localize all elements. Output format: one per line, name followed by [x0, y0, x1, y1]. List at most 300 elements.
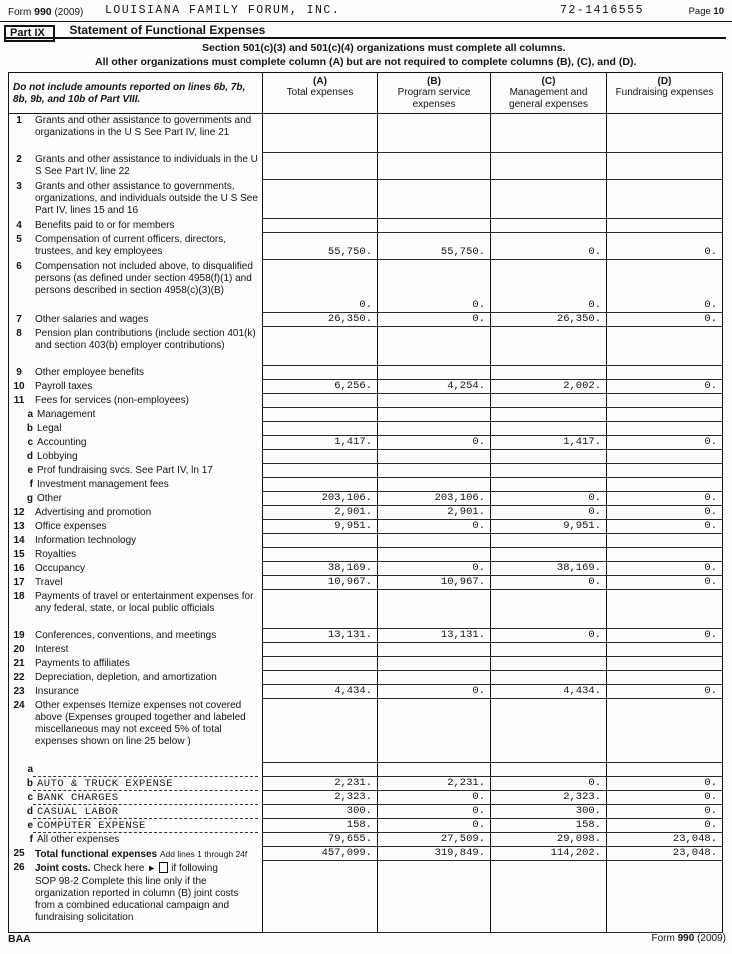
row-22-amount-C [491, 671, 607, 685]
col-letter-c: (C) [541, 76, 556, 87]
row-24d-description-cell [9, 805, 263, 819]
row-15-amount-A [263, 548, 378, 562]
row-5-amount-D: 0. [607, 233, 723, 260]
row-11a-amount-D [607, 408, 723, 422]
row-26-amount-D [607, 861, 723, 933]
expense-row-15 [9, 548, 723, 562]
col-label-a: Total expenses [286, 87, 354, 98]
row-3-number: 3 [16, 180, 22, 192]
row-14-number: 14 [13, 534, 25, 546]
expense-row-21 [9, 657, 723, 671]
row-24d-amount-C: 300. [491, 805, 607, 819]
row-11e-amount-C [491, 464, 607, 478]
row-24c-amount-C: 2,323. [491, 791, 607, 805]
header-divider [0, 21, 732, 22]
row-7-amount-C: 26,350. [491, 313, 607, 327]
row-20-amount-A [263, 643, 378, 657]
row-23-number: 23 [13, 685, 25, 697]
row-12-description-cell [9, 506, 263, 520]
row-11d-amount-D [607, 450, 723, 464]
row-1-amount-A [263, 114, 378, 153]
row-14-description-cell [9, 534, 263, 548]
row-22-amount-D [607, 671, 723, 685]
expense-row-24a [9, 763, 723, 777]
row-24c-amount-B: 0. [378, 791, 491, 805]
row-21-amount-B [378, 657, 491, 671]
row-13-label: Office expenses [35, 520, 107, 532]
if-following-text: if following [171, 862, 218, 874]
row-24e-label: COMPUTER EXPENSE [33, 820, 258, 833]
row-11-amount-A [263, 394, 378, 408]
row-11f-label: Investment management fees [37, 478, 169, 490]
row-2-amount-C [491, 153, 607, 180]
row-24e-amount-B: 0. [378, 819, 491, 833]
row-12-amount-C: 0. [491, 506, 607, 520]
organization-name: LOUISIANA FAMILY FORUM, INC. [105, 4, 341, 17]
page-header [8, 4, 726, 21]
row-4-amount-C [491, 219, 607, 233]
row-2-amount-D [607, 153, 723, 180]
corner-note: Do not include amounts reported on lines 6b, 7b, 8b, 9b, and 10b of Part VIII. [13, 82, 246, 105]
expense-row-24f [9, 833, 723, 847]
row-5-amount-C: 0. [491, 233, 607, 260]
row-11a-amount-C [491, 408, 607, 422]
page-number: Page 10 [688, 6, 724, 17]
row-1-amount-C [491, 114, 607, 153]
row-17-number: 17 [13, 576, 25, 588]
row-11c-amount-C: 1,417. [491, 436, 607, 450]
row-16-amount-A: 38,169. [263, 562, 378, 576]
part-title: Statement of Functional Expenses [69, 23, 266, 37]
row-4-label: Benefits paid to or for members [35, 219, 175, 231]
expense-row-17 [9, 576, 723, 590]
row-6-amount-A: 0. [263, 260, 378, 313]
row-15-amount-B [378, 548, 491, 562]
row-9-description-cell [9, 366, 263, 380]
row-25-amount-B: 319,849. [378, 847, 491, 861]
row-24a-amount-A [263, 763, 378, 777]
row-10-amount-B: 4,254. [378, 380, 491, 394]
row-2-amount-A [263, 153, 378, 180]
row-11d-description-cell [9, 450, 263, 464]
row-8-amount-C [491, 327, 607, 366]
row-17-amount-A: 10,967. [263, 576, 378, 590]
row-21-amount-C [491, 657, 607, 671]
row-11g-amount-B: 203,106. [378, 492, 491, 506]
row-7-description-cell [9, 313, 263, 327]
row-11f-amount-C [491, 478, 607, 492]
row-5-number: 5 [16, 233, 22, 245]
row-11g-description-cell [9, 492, 263, 506]
row-8-amount-B [378, 327, 491, 366]
row-5-amount-A: 55,750. [263, 233, 378, 260]
page-footer [8, 933, 726, 945]
row-18-amount-C [491, 590, 607, 629]
table-header-row [9, 73, 723, 114]
row-22-amount-A [263, 671, 378, 685]
row-23-label: Insurance [35, 685, 79, 697]
row-6-amount-D: 0. [607, 260, 723, 313]
row-19-number: 19 [13, 629, 25, 641]
row-24-amount-B [378, 699, 491, 763]
row-7-amount-D: 0. [607, 313, 723, 327]
row-19-amount-B: 13,131. [378, 629, 491, 643]
col-letter-b: (B) [427, 76, 441, 87]
row-11e-label: Prof fundraising svcs. See Part IV, ln 17 [37, 464, 213, 476]
row-25-amount-C: 114,202. [491, 847, 607, 861]
row-13-number: 13 [13, 520, 25, 532]
baa-label: BAA [8, 933, 31, 945]
row-24-amount-C [491, 699, 607, 763]
expense-row-11b [9, 422, 723, 436]
expense-row-24c [9, 791, 723, 805]
expense-row-8 [9, 327, 723, 366]
expense-row-24 [9, 699, 723, 763]
expense-row-11f [9, 478, 723, 492]
row-24a-amount-B [378, 763, 491, 777]
row-24a-number: a [27, 763, 33, 775]
row-11-amount-C [491, 394, 607, 408]
row-18-amount-D [607, 590, 723, 629]
row-11g-amount-C: 0. [491, 492, 607, 506]
row-16-amount-C: 38,169. [491, 562, 607, 576]
corner-note-cell [9, 73, 263, 114]
row-1-description-cell [9, 114, 263, 153]
row-11f-description-cell [9, 478, 263, 492]
row-24f-label: All other expenses [37, 833, 120, 845]
row-6-description-cell [9, 260, 263, 313]
row-10-amount-A: 6,256. [263, 380, 378, 394]
row-11g-amount-A: 203,106. [263, 492, 378, 506]
row-21-amount-A [263, 657, 378, 671]
row-8-number: 8 [16, 327, 22, 339]
row-24b-amount-D: 0. [607, 777, 723, 791]
row-5-label: Compensation of current officers, directors, trustees, and key employees [35, 233, 227, 257]
col-letter-a: (A) [313, 76, 327, 87]
row-4-amount-D [607, 219, 723, 233]
row-10-description-cell [9, 380, 263, 394]
row-20-description-cell [9, 643, 263, 657]
row-9-amount-A [263, 366, 378, 380]
row-26-description-cell [9, 861, 263, 933]
row-11d-number: d [26, 450, 33, 462]
row-6-amount-C: 0. [491, 260, 607, 313]
row-24b-amount-A: 2,231. [263, 777, 378, 791]
expense-row-18 [9, 590, 723, 629]
row-24b-amount-B: 2,231. [378, 777, 491, 791]
row-13-amount-B: 0. [378, 520, 491, 534]
row-25-amount-D: 23,048. [607, 847, 723, 861]
row-15-label: Royalties [35, 548, 77, 560]
row-24a-description-cell [9, 763, 263, 777]
row-10-amount-C: 2,002. [491, 380, 607, 394]
row-24e-description-cell [9, 819, 263, 833]
row-9-label: Other employee benefits [35, 366, 144, 378]
ein-number: 72-1416555 [560, 4, 645, 17]
row-1-label: Grants and other assistance to governments and organizations in the U S See Part IV, line 21 [35, 115, 252, 138]
row-15-number: 15 [13, 548, 25, 560]
row-9-number: 9 [16, 366, 22, 378]
expense-row-13 [9, 520, 723, 534]
row-10-amount-D: 0. [607, 380, 723, 394]
expense-row-10 [9, 380, 723, 394]
row-26-amount-B [378, 861, 491, 933]
row-6-label: Compensation not included above, to disqualified persons (as defined under section 4958(f)(1) and persons described in section 4958(c)(3)(B) [35, 260, 253, 296]
expense-row-12 [9, 506, 723, 520]
row-21-label: Payments to affiliates [35, 657, 130, 669]
row-24f-description-cell [9, 833, 263, 847]
row-24b-number: b [26, 777, 33, 789]
row-13-amount-A: 9,951. [263, 520, 378, 534]
row-10-label: Payroll taxes [35, 380, 93, 392]
col-letter-d: (D) [657, 76, 672, 87]
row-14-amount-A [263, 534, 378, 548]
row-19-amount-C: 0. [491, 629, 607, 643]
row-12-label: Advertising and promotion [35, 506, 152, 518]
row-20-amount-D [607, 643, 723, 657]
row-11b-number: b [26, 422, 33, 434]
row-11b-amount-B [378, 422, 491, 436]
row-22-label: Depreciation, depletion, and amortization [35, 671, 217, 683]
row-20-amount-B [378, 643, 491, 657]
row-26-number: 26 [13, 861, 25, 873]
row-3-amount-B [378, 180, 491, 219]
instruction-line-1: Section 501(c)(3) and 501(c)(4) organizations must complete all columns. [202, 42, 566, 54]
row-24a-label [33, 764, 258, 777]
row-26-amount-C [491, 861, 607, 933]
row-20-number: 20 [13, 643, 25, 655]
row-1-amount-B [378, 114, 491, 153]
col-header-fundraising [607, 73, 723, 114]
expense-row-3 [9, 180, 723, 219]
row-11c-amount-A: 1,417. [263, 436, 378, 450]
part-ix-bar [4, 23, 726, 39]
row-16-label: Occupancy [35, 562, 86, 574]
row-11e-number: e [27, 464, 33, 476]
row-24d-amount-D: 0. [607, 805, 723, 819]
col-header-program-service [378, 73, 491, 114]
row-8-amount-D [607, 327, 723, 366]
row-11b-amount-C [491, 422, 607, 436]
row-25-label-note: Add lines 1 through 24f [159, 848, 248, 859]
row-7-number: 7 [16, 313, 22, 325]
row-9-amount-C [491, 366, 607, 380]
pointer-arrow-icon: ► [147, 862, 157, 873]
expense-row-24e [9, 819, 723, 833]
row-11d-label: Lobbying [37, 450, 78, 462]
row-25-amount-A: 457,099. [263, 847, 378, 861]
row-11a-amount-B [378, 408, 491, 422]
expense-row-2 [9, 153, 723, 180]
row-20-amount-C [491, 643, 607, 657]
row-11f-amount-A [263, 478, 378, 492]
row-25-label [29, 848, 260, 861]
row-22-number: 22 [13, 671, 25, 683]
expense-row-11c [9, 436, 723, 450]
row-17-label: Travel [35, 576, 63, 588]
row-24a-amount-D [607, 763, 723, 777]
row-11-description-cell [9, 394, 263, 408]
row-3-description-cell [9, 180, 263, 219]
row-1-number: 1 [16, 115, 22, 126]
expense-row-26 [9, 861, 723, 933]
row-11c-amount-B: 0. [378, 436, 491, 450]
col-header-total-expenses [263, 73, 378, 114]
row-2-amount-B [378, 153, 491, 180]
row-24d-amount-B: 0. [378, 805, 491, 819]
row-23-amount-B: 0. [378, 685, 491, 699]
row-24a-amount-C [491, 763, 607, 777]
row-24e-amount-C: 158. [491, 819, 607, 833]
row-15-description-cell [9, 548, 263, 562]
row-22-amount-B [378, 671, 491, 685]
row-11e-description-cell [9, 464, 263, 478]
row-18-amount-B [378, 590, 491, 629]
row-11c-amount-D: 0. [607, 436, 723, 450]
row-4-number: 4 [16, 219, 22, 231]
expense-row-24d [9, 805, 723, 819]
expense-row-7 [9, 313, 723, 327]
row-4-amount-A [263, 219, 378, 233]
row-11b-amount-A [263, 422, 378, 436]
row-8-label: Pension plan contributions (include section 401(k) and section 403(b) employer contributions) [35, 327, 256, 351]
joint-costs-bold-label: Joint costs. [35, 862, 91, 874]
row-24d-label: CASUAL LABOR [33, 806, 258, 819]
row-14-label: Information technology [35, 534, 137, 546]
row-24c-amount-D: 0. [607, 791, 723, 805]
row-11f-amount-B [378, 478, 491, 492]
expense-row-20 [9, 643, 723, 657]
row-12-number: 12 [13, 506, 25, 518]
row-24b-amount-C: 0. [491, 777, 607, 791]
joint-costs-checkbox[interactable] [159, 862, 168, 873]
row-12-amount-A: 2,901. [263, 506, 378, 520]
expense-row-22 [9, 671, 723, 685]
row-11g-amount-D: 0. [607, 492, 723, 506]
expense-row-5 [9, 233, 723, 260]
row-11b-amount-D [607, 422, 723, 436]
row-11e-amount-B [378, 464, 491, 478]
row-24c-description-cell [9, 791, 263, 805]
row-19-amount-A: 13,131. [263, 629, 378, 643]
row-6-number: 6 [16, 260, 22, 272]
row-25-label-bold: Total functional expenses [35, 848, 158, 860]
row-16-amount-B: 0. [378, 562, 491, 576]
row-24d-number: d [26, 805, 33, 817]
row-24c-label: BANK CHARGES [33, 792, 258, 805]
row-8-description-cell [9, 327, 263, 366]
row-14-amount-D [607, 534, 723, 548]
row-11a-number: a [27, 408, 33, 420]
row-2-number: 2 [16, 153, 22, 165]
row-17-amount-C: 0. [491, 576, 607, 590]
row-11e-amount-A [263, 464, 378, 478]
row-24-label: Other expenses Itemize expenses not covered above (Expenses grouped together and labeled miscellaneous may not exceed 5% of total expenses shown on line 25 below ) [35, 699, 246, 747]
row-17-amount-B: 10,967. [378, 576, 491, 590]
row-19-description-cell [9, 629, 263, 643]
expense-row-11 [9, 394, 723, 408]
row-14-amount-B [378, 534, 491, 548]
expense-row-16 [9, 562, 723, 576]
row-14-amount-C [491, 534, 607, 548]
footer-form-id: Form 990 (2009) [651, 933, 726, 944]
row-25-description-cell [9, 847, 263, 861]
row-9-amount-B [378, 366, 491, 380]
row-16-number: 16 [13, 562, 25, 574]
row-11-label: Fees for services (non-employees) [35, 394, 189, 406]
row-5-amount-B: 55,750. [378, 233, 491, 260]
row-11a-amount-A [263, 408, 378, 422]
col-label-c: Management and general expenses [509, 87, 588, 110]
row-3-amount-C [491, 180, 607, 219]
row-17-amount-D: 0. [607, 576, 723, 590]
row-25-number: 25 [13, 847, 25, 859]
row-15-amount-D [607, 548, 723, 562]
row-24-amount-A [263, 699, 378, 763]
row-18-number: 18 [13, 590, 25, 602]
row-12-amount-D: 0. [607, 506, 723, 520]
row-11a-label: Management [37, 408, 96, 420]
row-11d-amount-A [263, 450, 378, 464]
row-3-amount-A [263, 180, 378, 219]
part-label: Part IX [4, 25, 55, 42]
expense-row-1 [9, 114, 723, 153]
expense-row-25 [9, 847, 723, 861]
row-7-amount-B: 0. [378, 313, 491, 327]
row-18-description-cell [9, 590, 263, 629]
col-header-management-general [491, 73, 607, 114]
row-11f-amount-D [607, 478, 723, 492]
row-1-amount-D [607, 114, 723, 153]
expense-row-24b [9, 777, 723, 791]
row-11b-label: Legal [37, 422, 62, 434]
row-24f-amount-C: 29,098. [491, 833, 607, 847]
row-26-amount-A [263, 861, 378, 933]
row-11f-number: f [29, 478, 33, 490]
row-24e-number: e [27, 819, 33, 831]
form-id: Form 990 (2009) [8, 6, 84, 18]
expense-row-23 [9, 685, 723, 699]
row-11c-number: c [27, 436, 33, 448]
check-here-text: Check here [93, 862, 145, 874]
row-12-amount-B: 2,901. [378, 506, 491, 520]
row-11d-amount-B [378, 450, 491, 464]
row-11-number: 11 [13, 394, 25, 406]
row-7-amount-A: 26,350. [263, 313, 378, 327]
row-21-description-cell [9, 657, 263, 671]
row-11d-amount-C [491, 450, 607, 464]
expense-row-11d [9, 450, 723, 464]
row-8-amount-A [263, 327, 378, 366]
row-3-label: Grants and other assistance to governments, organizations, and individuals outside the U S See Part IV, lines 15 and 16 [35, 180, 258, 216]
row-11g-number: g [26, 492, 33, 504]
row-21-amount-D [607, 657, 723, 671]
row-24b-label: AUTO & TRUCK EXPENSE [33, 778, 258, 791]
row-11a-description-cell [9, 408, 263, 422]
expense-row-19 [9, 629, 723, 643]
row-13-amount-C: 9,951. [491, 520, 607, 534]
row-18-amount-A [263, 590, 378, 629]
row-17-description-cell [9, 576, 263, 590]
row-24-number: 24 [13, 699, 25, 711]
row-19-label: Conferences, conventions, and meetings [35, 629, 217, 641]
row-2-description-cell [9, 153, 263, 180]
row-13-amount-D: 0. [607, 520, 723, 534]
row-15-amount-C [491, 548, 607, 562]
row-22-description-cell [9, 671, 263, 685]
joint-costs-description: SOP 98-2 Complete this line only if the organization reported in column (B) joint costs from a combined educational campaign and fundraising solicitation [35, 875, 239, 923]
instruction-line-2: All other organizations must complete column (A) but are not required to complete columns (B), (C), and (D). [95, 56, 637, 68]
